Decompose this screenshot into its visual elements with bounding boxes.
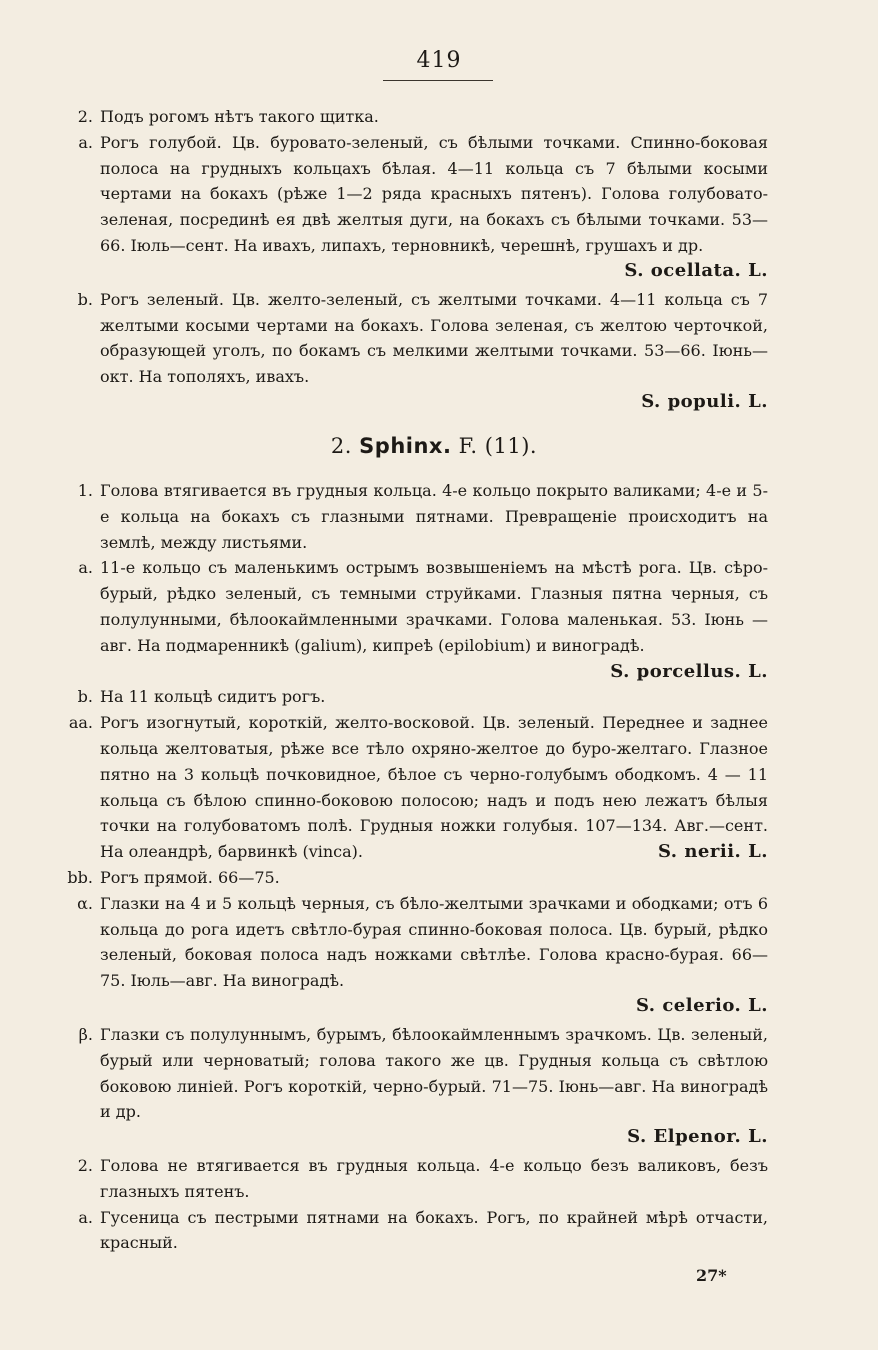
entry-marker: 1. — [77, 480, 93, 500]
species-name: S. celerio. L. — [635, 994, 768, 1016]
key-entry — [67, 865, 768, 891]
key-entry — [78, 130, 768, 259]
entry-marker: α. — [77, 893, 93, 913]
entry-text-block — [100, 710, 768, 865]
entry-text: Рогъ голубой. Цв. буровато-зеленый, съ бѣлыми точками. Спинно-боковая полоса на грудныхъ кольцахъ бѣлая. 4—11 кольца съ 7 бѣлыми косыми чертами на бокахъ (рѣже 1—2 ряда красныхъ пятенъ). Голова голубовато-зеленая, посрединѣ ея двѣ желтыя дуги, на бокахъ съ бѣлыми точками. 53—66. Іюль—сент. На ивахъ, липахъ, терновникѣ, черешнѣ, грушахъ и др. — [100, 132, 768, 255]
entry-text: Гусеница съ пестрыми пятнами на бокахъ. Рогъ, по крайней мѣрѣ отчасти, красный. — [100, 1207, 768, 1253]
species-name: S. porcellus. L. — [610, 660, 768, 682]
section-genus: Sphinx. — [359, 433, 452, 458]
entry-text-block — [100, 1205, 768, 1257]
species-name: S. ocellata. L. — [624, 259, 768, 281]
section-number: 2. — [330, 433, 352, 458]
entry-marker: 2. — [77, 1156, 93, 1176]
key-entry — [77, 891, 768, 994]
entry-marker: bb. — [67, 867, 93, 887]
species-name: S. Elpenor. L. — [627, 1126, 768, 1148]
key-entry — [77, 478, 768, 555]
key-entry — [78, 555, 768, 684]
entry-marker: a. — [78, 558, 93, 578]
entry-text: Глазки съ полулуннымъ, бурымъ, бѣлоокаймленнымъ зрачкомъ. Цв. зеленый, бурый или черноватый; голова такого же цв. Грудныя кольца съ свѣтлою боковою линіей. Рогъ короткій, черно-бурый. 71—75. Іюнь—авг. На виноградѣ и др. — [100, 1024, 768, 1122]
entries-before — [77, 104, 768, 416]
entry-text: Рогъ прямой. 66—75. — [100, 867, 280, 887]
entry-text: Рогъ зеленый. Цв. желто-зеленый, съ желтыми точками. 4—11 кольца съ 7 желтыми косыми чертами на бокахъ. Голова зеленая, съ желтою черточкой, образующей уголъ, по бокамъ съ мелкими желтыми точками. 53—66. Іюнь—окт. На тополяхъ, ивахъ. — [100, 289, 768, 387]
entry-text: 11-е кольцо съ маленькимъ острымъ возвышеніемъ на мѣстѣ рога. Цв. сѣро-бурый, рѣдко зеленый, съ темными струйками. Глазныя пятна черныя, съ полулунными, бѣлоокаймленными зрачками. Голова маленькая. 53. Іюнь — авг. На подмаренникѣ (galium), кипреѣ (epilobium) и виноградѣ. — [100, 558, 768, 655]
section-rest: F. (11). — [458, 433, 538, 458]
entry-marker: a. — [78, 132, 93, 152]
entry-text-block — [100, 1022, 768, 1125]
species-name: S. populi. L. — [641, 390, 768, 412]
entry-text: Глазки на 4 и 5 кольцѣ черныя, съ бѣло-желтыми зрачками и ободками; отъ 6 кольца до рога идетъ свѣтло-бурая спинно-боковая полоса. Цв. бурый, рѣдко зеленый, боковая полоса надъ ножками свѣтлѣе. Голова красно-бурая. 66—75. Іюль—авг. На виноградѣ. — [100, 893, 768, 991]
entry-marker: b. — [77, 289, 93, 309]
page-number: 419 — [416, 48, 462, 73]
key-entry — [78, 1205, 768, 1257]
header-rule — [383, 80, 493, 81]
entry-text: На 11 кольцѣ сидитъ рогъ. — [100, 687, 326, 707]
entry-text: Голова не втягивается въ грудныя кольца. 4-е кольцо безъ валиковъ, безъ глазныхъ пятенъ. — [100, 1156, 768, 1201]
entry-marker: a. — [78, 1207, 93, 1227]
entry-marker: β. — [78, 1024, 93, 1044]
key-entry — [77, 684, 768, 710]
key-entry — [77, 1153, 768, 1205]
key-entry — [77, 104, 768, 130]
entry-text-block — [100, 891, 768, 994]
entry-text-block — [100, 287, 768, 390]
entry-text: Рогъ изогнутый, короткій, желто-восковой. Цв. зеленый. Переднее и заднее кольца желтоватыя, рѣже все тѣло охряно-желтое до буро-желтаго. Глазное пятно на 3 кольцѣ почковидное, бѣлое съ черно-голубымъ ободкомъ. 4 — 11 кольца съ бѣлою спинно-боковою полосою; надъ и подъ нею лежатъ бѣлыя точки на голубоватомъ полѣ. Грудныя ножки голубыя. 107—134. Авг.—сент. На олеандрѣ, барвинкѣ (vinca). — [100, 713, 768, 862]
entry-marker: aa. — [68, 713, 93, 733]
entry-marker: 2. — [77, 107, 93, 126]
signature-mark: 27* — [696, 1266, 727, 1285]
key-entry — [68, 710, 768, 865]
key-entry — [77, 287, 768, 390]
entry-text-block — [100, 478, 768, 555]
entry-text-block — [100, 865, 768, 891]
entry-text-block — [100, 130, 768, 259]
page-content — [67, 104, 768, 1256]
entry-text-block — [100, 684, 768, 710]
section-title — [100, 434, 768, 458]
entry-text-block — [100, 104, 768, 130]
entry-text: Подъ рогомъ нѣтъ такого щитка. — [100, 107, 379, 126]
entry-text-block — [100, 555, 768, 684]
entry-text: Голова втягивается въ грудныя кольца. 4-е кольцо покрыто валиками; 4-е и 5-е кольца на бокахъ съ глазными пятнами. Превращеніе происходитъ на землѣ, между листьями. — [100, 480, 768, 552]
entry-marker: b. — [77, 687, 93, 707]
key-entry — [78, 1022, 768, 1125]
entries-after — [67, 478, 768, 1256]
entry-text-block — [100, 1153, 768, 1205]
species-name: S. nerii. L. — [657, 841, 768, 863]
